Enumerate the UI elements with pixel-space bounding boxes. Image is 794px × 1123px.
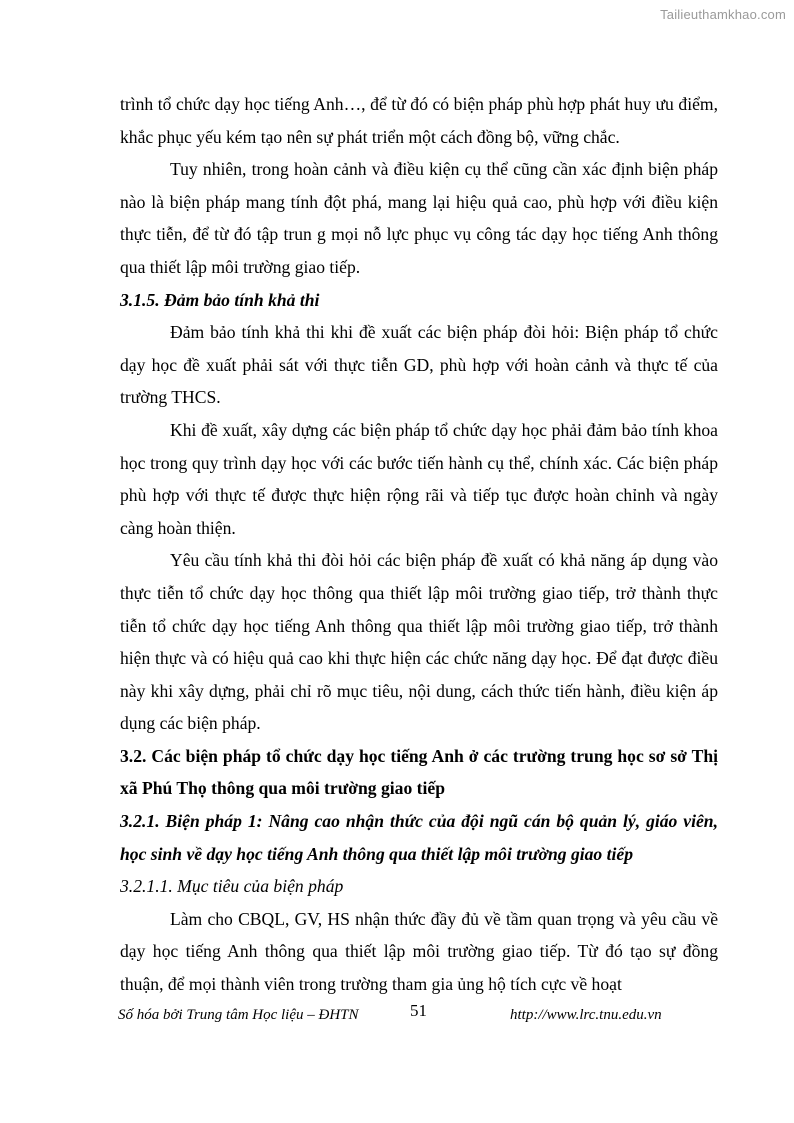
paragraph: trình tổ chức dạy học tiếng Anh…, để từ đó có biện pháp phù hợp phát huy ưu điểm, khắc phục yếu kém tạo nên sự phát triển một cách đồng bộ, vững chắc. xyxy=(120,94,718,147)
section-heading-3-1-5: 3.1.5. Đảm bảo tính khả thi xyxy=(120,289,320,310)
page-number: 51 xyxy=(410,1001,427,1020)
paragraph: Tuy nhiên, trong hoàn cảnh và điều kiện cụ thể cũng cần xác định biện pháp nào là biện pháp mang tính đột phá, mang lại hiệu quả cao, phù hợp với điều kiện thực tiễn, để từ đó tập trun g mọi nỗ lực phục vụ công tác dạy học tiếng Anh thông qua thiết lập môi trường giao tiếp. xyxy=(120,159,718,277)
paragraph: Làm cho CBQL, GV, HS nhận thức đầy đủ về tầm quan trọng và yêu cầu về dạy học tiếng Anh thông qua thiết lập môi trường giao tiếp. Từ đó tạo sự đồng thuận, để mọi thành viên trong trường tham gia ủng hộ tích cực về hoạt xyxy=(120,908,718,995)
paragraph: Đảm bảo tính khả thi khi đề xuất các biện pháp đòi hỏi: Biện pháp tổ chức dạy học đề xuất phải sát với thực tiễn GD, phù hợp với hoàn cảnh và thực tế của trường THCS. xyxy=(120,322,718,408)
section-heading-3-2-1: 3.2.1. Biện pháp 1: Nâng cao nhận thức của đội ngũ cán bộ quản lý, giáo viên, học sinh về dạy học tiếng Anh thông qua thiết lập môi trường giao tiếp xyxy=(120,811,718,864)
document-body xyxy=(120,88,718,1001)
page-footer xyxy=(118,1001,718,1027)
footer-url: http://www.lrc.tnu.edu.vn xyxy=(510,1007,662,1023)
watermark-text: Tailieuthamkhao.com xyxy=(660,7,786,22)
paragraph: Yêu cầu tính khả thi đòi hỏi các biện pháp đề xuất có khả năng áp dụng vào thực tiễn tổ chức dạy học thông qua thiết lập môi trường giao tiếp, trở thành thực tiễn tổ chức dạy học tiếng Anh thông qua thiết lập môi trường giao tiếp, trở thành hiện thực và có hiệu quả cao khi thực hiện các chức năng dạy học. Để đạt được điều này khi xây dựng, phải chỉ rõ mục tiêu, nội dung, cách thức tiến hành, điều kiện áp dụng các biện pháp. xyxy=(120,550,718,734)
heading-lead: 3.2.1. Biện pháp 1 xyxy=(120,811,257,832)
footer-digitized-by: Số hóa bởi Trung tâm Học liệu – ĐHTN xyxy=(118,1007,359,1023)
subsection-heading-3-2-1-1: 3.2.1.1. Mục tiêu của biện pháp xyxy=(120,876,344,897)
paragraph: Khi đề xuất, xây dựng các biện pháp tổ chức dạy học phải đảm bảo tính khoa học trong quy trình dạy học với các bước tiến hành cụ thể, chính xác. Các biện pháp phù hợp với thực tế được thực hiện rộng rãi và tiếp tục được hoàn chỉnh và ngày càng hoàn thiện. xyxy=(120,419,718,538)
section-heading-3-2: 3.2. Các biện pháp tổ chức dạy học tiếng Anh ở các trường trung học sơ sở Thị xã Phú Thọ thông qua môi trường giao tiếp xyxy=(120,745,718,799)
